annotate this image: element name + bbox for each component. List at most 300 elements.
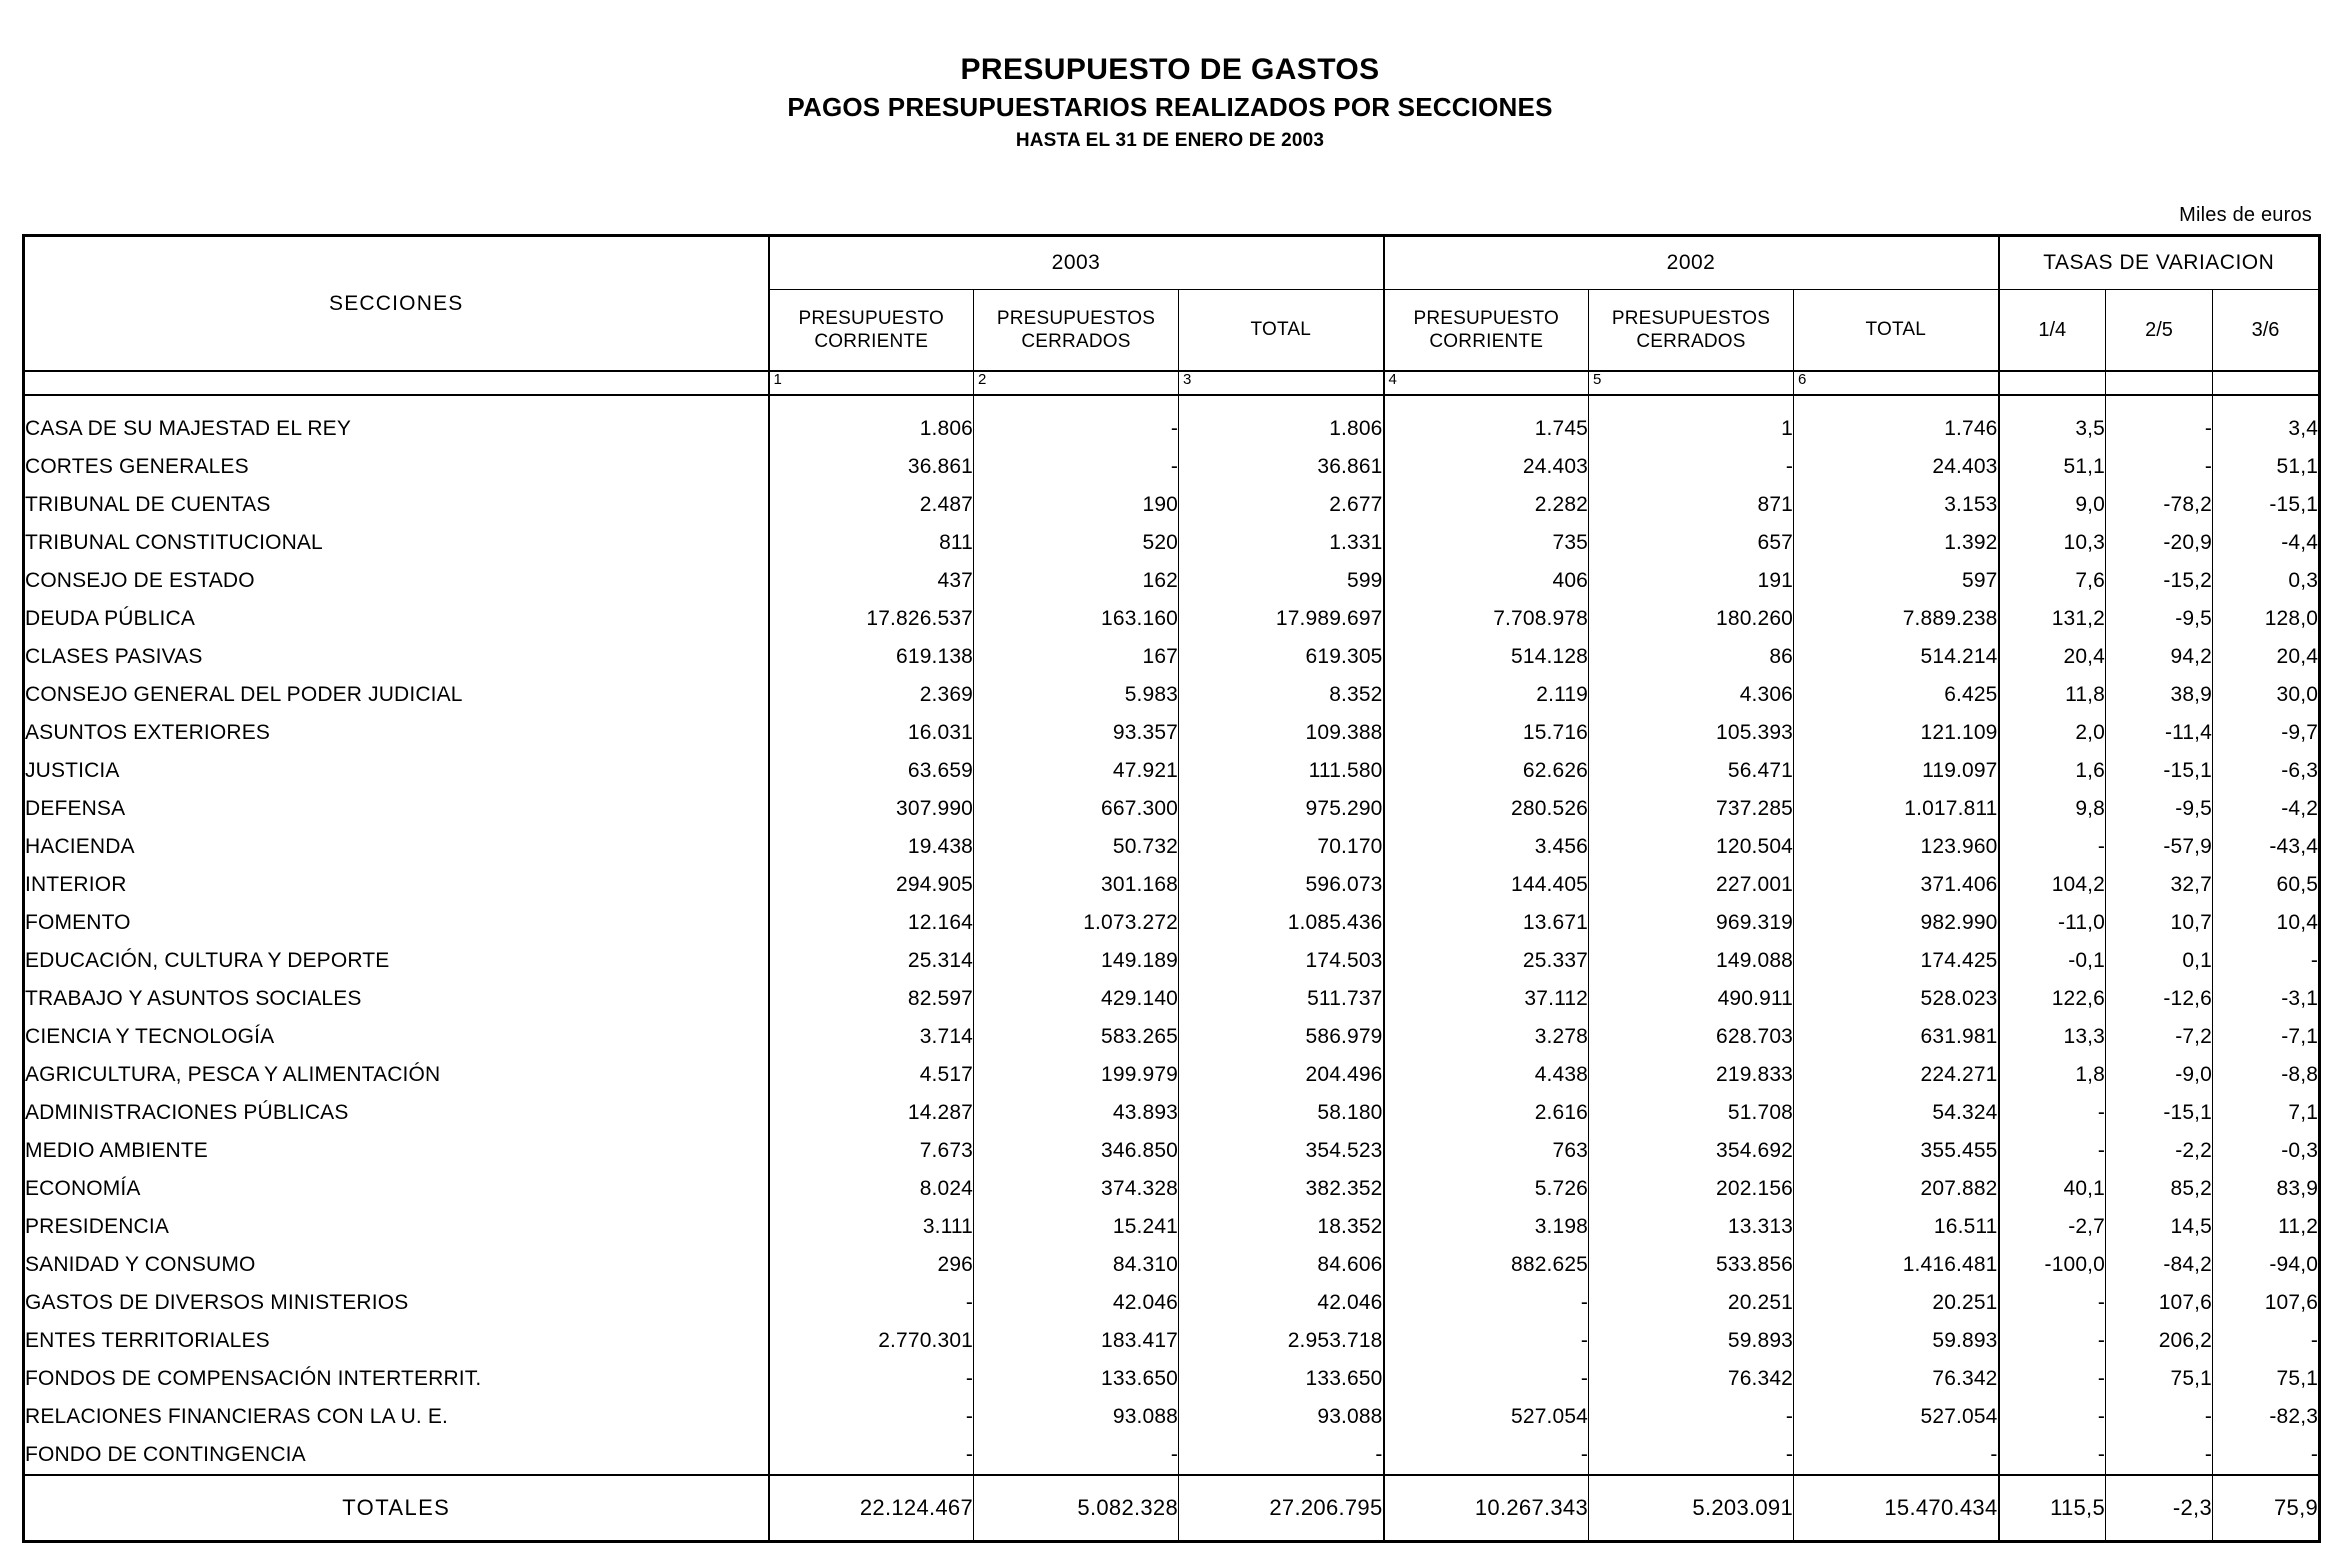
cell-r1: 1,8 bbox=[1999, 1056, 2106, 1094]
cell-r3: -7,1 bbox=[2213, 1018, 2320, 1056]
cell-c2: 190 bbox=[974, 486, 1179, 524]
page-title: PRESUPUESTO DE GASTOS bbox=[960, 53, 1380, 86]
cell-r3: -8,8 bbox=[2213, 1056, 2320, 1094]
cell-c4: 2.119 bbox=[1384, 676, 1589, 714]
cell-c1: 16.031 bbox=[769, 714, 974, 752]
totals-r3: 75,9 bbox=[2213, 1475, 2320, 1542]
cell-c2: - bbox=[974, 448, 1179, 486]
cell-c1: 7.673 bbox=[769, 1132, 974, 1170]
row-section-label: FONDO DE CONTINGENCIA bbox=[24, 1436, 769, 1475]
totals-r1: 115,5 bbox=[1999, 1475, 2106, 1542]
cell-r3: - bbox=[2213, 1436, 2320, 1475]
cell-r3: -94,0 bbox=[2213, 1246, 2320, 1284]
cell-c1: 14.287 bbox=[769, 1094, 974, 1132]
cell-r1: 13,3 bbox=[1999, 1018, 2106, 1056]
cell-c2: 149.189 bbox=[974, 942, 1179, 980]
cell-c6: 174.425 bbox=[1794, 942, 1999, 980]
header-rate-1-4: 1/4 bbox=[1999, 290, 2106, 372]
table-row bbox=[24, 980, 2320, 1018]
row-section-label: ASUNTOS EXTERIORES bbox=[24, 714, 769, 752]
table-row bbox=[24, 714, 2320, 752]
cell-c6: 123.960 bbox=[1794, 828, 1999, 866]
header-2002-total: TOTAL bbox=[1794, 290, 1999, 372]
cell-c1: 2.369 bbox=[769, 676, 974, 714]
cell-r3: -9,7 bbox=[2213, 714, 2320, 752]
cell-c4: 4.438 bbox=[1384, 1056, 1589, 1094]
cell-r3: 0,3 bbox=[2213, 562, 2320, 600]
cell-r2: -11,4 bbox=[2106, 714, 2213, 752]
cell-c6: - bbox=[1794, 1436, 1999, 1475]
table-row bbox=[24, 1132, 2320, 1170]
table-row bbox=[24, 448, 2320, 486]
cell-r2: -15,1 bbox=[2106, 1094, 2213, 1132]
table-row bbox=[24, 524, 2320, 562]
cell-c2: 346.850 bbox=[974, 1132, 1179, 1170]
table-row bbox=[24, 1094, 2320, 1132]
cell-c6: 76.342 bbox=[1794, 1360, 1999, 1398]
totals-c3: 27.206.795 bbox=[1179, 1475, 1384, 1542]
cell-c2: 583.265 bbox=[974, 1018, 1179, 1056]
table-row bbox=[24, 752, 2320, 790]
header-2002-cerrados bbox=[1589, 290, 1794, 372]
colnum-5: 5 bbox=[1589, 371, 1794, 395]
cell-c2: - bbox=[974, 1436, 1179, 1475]
cell-c2: 374.328 bbox=[974, 1170, 1179, 1208]
cell-r3: 83,9 bbox=[2213, 1170, 2320, 1208]
cell-c6: 7.889.238 bbox=[1794, 600, 1999, 638]
cell-r1: 2,0 bbox=[1999, 714, 2106, 752]
cell-c5: - bbox=[1589, 1436, 1794, 1475]
cell-c5: 105.393 bbox=[1589, 714, 1794, 752]
colnum-r1 bbox=[1999, 371, 2106, 395]
units-note: Miles de euros bbox=[2179, 204, 2312, 226]
header-2003-cerrados-line2: CERRADOS bbox=[1021, 331, 1131, 352]
cell-c4: 7.708.978 bbox=[1384, 600, 1589, 638]
cell-c4: 25.337 bbox=[1384, 942, 1589, 980]
row-section-label: PRESIDENCIA bbox=[24, 1208, 769, 1246]
table-row bbox=[24, 828, 2320, 866]
row-section-label: CASA DE SU MAJESTAD EL REY bbox=[24, 410, 769, 448]
header-sections: SECCIONES bbox=[24, 236, 769, 372]
column-number-row bbox=[24, 371, 2320, 395]
row-section-label: TRABAJO Y ASUNTOS SOCIALES bbox=[24, 980, 769, 1018]
cell-r3: -4,2 bbox=[2213, 790, 2320, 828]
cell-c4: 3.278 bbox=[1384, 1018, 1589, 1056]
cell-c4: - bbox=[1384, 1436, 1589, 1475]
totals-c5: 5.203.091 bbox=[1589, 1475, 1794, 1542]
cell-c4: 527.054 bbox=[1384, 1398, 1589, 1436]
table-row bbox=[24, 486, 2320, 524]
cell-c2: 199.979 bbox=[974, 1056, 1179, 1094]
cell-r3: 128,0 bbox=[2213, 600, 2320, 638]
cell-r3: 107,6 bbox=[2213, 1284, 2320, 1322]
cell-c5: 149.088 bbox=[1589, 942, 1794, 980]
table-row bbox=[24, 1018, 2320, 1056]
cell-c1: - bbox=[769, 1398, 974, 1436]
row-section-label: SANIDAD Y CONSUMO bbox=[24, 1246, 769, 1284]
cell-c1: 8.024 bbox=[769, 1170, 974, 1208]
cell-c3: 204.496 bbox=[1179, 1056, 1384, 1094]
cell-c3: 596.073 bbox=[1179, 866, 1384, 904]
cell-r3: -43,4 bbox=[2213, 828, 2320, 866]
cell-c4: 406 bbox=[1384, 562, 1589, 600]
cell-c3: 133.650 bbox=[1179, 1360, 1384, 1398]
table-row bbox=[24, 904, 2320, 942]
cell-r2: 94,2 bbox=[2106, 638, 2213, 676]
header-2003-corriente-line2: CORRIENTE bbox=[814, 331, 929, 352]
cell-c6: 16.511 bbox=[1794, 1208, 1999, 1246]
totals-c1: 22.124.467 bbox=[769, 1475, 974, 1542]
header-2002-corriente bbox=[1384, 290, 1589, 372]
header-rate-2-5: 2/5 bbox=[2106, 290, 2213, 372]
cell-c3: 18.352 bbox=[1179, 1208, 1384, 1246]
table-row bbox=[24, 1056, 2320, 1094]
cell-r1: -2,7 bbox=[1999, 1208, 2106, 1246]
cell-c5: 969.319 bbox=[1589, 904, 1794, 942]
cell-r1: 11,8 bbox=[1999, 676, 2106, 714]
row-section-label: ENTES TERRITORIALES bbox=[24, 1322, 769, 1360]
header-2002-corriente-line1: PRESUPUESTO bbox=[1413, 307, 1559, 329]
cell-r2: - bbox=[2106, 1436, 2213, 1475]
cell-c1: 4.517 bbox=[769, 1056, 974, 1094]
cell-r3: 60,5 bbox=[2213, 866, 2320, 904]
cell-r1: -0,1 bbox=[1999, 942, 2106, 980]
cell-r2: -12,6 bbox=[2106, 980, 2213, 1018]
cell-c3: 84.606 bbox=[1179, 1246, 1384, 1284]
cell-r2: -15,2 bbox=[2106, 562, 2213, 600]
table-row bbox=[24, 790, 2320, 828]
cell-c6: 597 bbox=[1794, 562, 1999, 600]
cell-r3: -6,3 bbox=[2213, 752, 2320, 790]
cell-c2: 1.073.272 bbox=[974, 904, 1179, 942]
cell-c3: 1.806 bbox=[1179, 410, 1384, 448]
cell-c3: 93.088 bbox=[1179, 1398, 1384, 1436]
cell-r2: -7,2 bbox=[2106, 1018, 2213, 1056]
cell-c3: 42.046 bbox=[1179, 1284, 1384, 1322]
cell-c6: 207.882 bbox=[1794, 1170, 1999, 1208]
header-2002-cerrados-line2: CERRADOS bbox=[1636, 331, 1746, 352]
cell-c1: 82.597 bbox=[769, 980, 974, 1018]
colnum-6: 6 bbox=[1794, 371, 1999, 395]
cell-r1: 122,6 bbox=[1999, 980, 2106, 1018]
header-group-rates: TASAS DE VARIACION bbox=[1999, 236, 2320, 290]
cell-c1: - bbox=[769, 1284, 974, 1322]
cell-r2: - bbox=[2106, 448, 2213, 486]
cell-c6: 1.392 bbox=[1794, 524, 1999, 562]
cell-r1: 7,6 bbox=[1999, 562, 2106, 600]
cell-c6: 20.251 bbox=[1794, 1284, 1999, 1322]
cell-c2: 50.732 bbox=[974, 828, 1179, 866]
cell-c3: 70.170 bbox=[1179, 828, 1384, 866]
row-section-label: ECONOMÍA bbox=[24, 1170, 769, 1208]
cell-c3: 354.523 bbox=[1179, 1132, 1384, 1170]
cell-r1: 51,1 bbox=[1999, 448, 2106, 486]
page-date-line: HASTA EL 31 DE ENERO DE 2003 bbox=[1015, 129, 1325, 151]
cell-c6: 224.271 bbox=[1794, 1056, 1999, 1094]
table-row bbox=[24, 1436, 2320, 1475]
cell-r3: 51,1 bbox=[2213, 448, 2320, 486]
cell-r1: - bbox=[1999, 1094, 2106, 1132]
cell-c4: - bbox=[1384, 1360, 1589, 1398]
cell-r2: - bbox=[2106, 410, 2213, 448]
cell-c3: 174.503 bbox=[1179, 942, 1384, 980]
cell-r2: 75,1 bbox=[2106, 1360, 2213, 1398]
cell-c4: 13.671 bbox=[1384, 904, 1589, 942]
cell-c5: 490.911 bbox=[1589, 980, 1794, 1018]
cell-c3: 619.305 bbox=[1179, 638, 1384, 676]
header-2003-cerrados-line1: PRESUPUESTOS bbox=[996, 307, 1156, 329]
cell-c5: 56.471 bbox=[1589, 752, 1794, 790]
cell-c3: 511.737 bbox=[1179, 980, 1384, 1018]
cell-c6: 3.153 bbox=[1794, 486, 1999, 524]
cell-r1: - bbox=[1999, 1322, 2106, 1360]
cell-c4: 3.198 bbox=[1384, 1208, 1589, 1246]
cell-c5: 13.313 bbox=[1589, 1208, 1794, 1246]
cell-c1: 12.164 bbox=[769, 904, 974, 942]
cell-c2: 93.088 bbox=[974, 1398, 1179, 1436]
cell-c6: 121.109 bbox=[1794, 714, 1999, 752]
cell-r2: 0,1 bbox=[2106, 942, 2213, 980]
table-row bbox=[24, 1360, 2320, 1398]
totals-c4: 10.267.343 bbox=[1384, 1475, 1589, 1542]
row-section-label: DEUDA PÚBLICA bbox=[24, 600, 769, 638]
cell-r3: -4,4 bbox=[2213, 524, 2320, 562]
row-section-label: EDUCACIÓN, CULTURA Y DEPORTE bbox=[24, 942, 769, 980]
cell-c4: 144.405 bbox=[1384, 866, 1589, 904]
cell-r3: 3,4 bbox=[2213, 410, 2320, 448]
cell-c3: 975.290 bbox=[1179, 790, 1384, 828]
row-section-label: CONSEJO GENERAL DEL PODER JUDICIAL bbox=[24, 676, 769, 714]
colnum-blank bbox=[24, 371, 769, 395]
header-2003-corriente-line1: PRESUPUESTO bbox=[798, 307, 944, 329]
cell-c2: 163.160 bbox=[974, 600, 1179, 638]
table-row bbox=[24, 1246, 2320, 1284]
cell-c1: - bbox=[769, 1360, 974, 1398]
table-row bbox=[24, 942, 2320, 980]
cell-c3: 599 bbox=[1179, 562, 1384, 600]
cell-r2: -9,0 bbox=[2106, 1056, 2213, 1094]
cell-c1: 294.905 bbox=[769, 866, 974, 904]
cell-r2: 38,9 bbox=[2106, 676, 2213, 714]
cell-c5: 191 bbox=[1589, 562, 1794, 600]
table-spacer-row bbox=[24, 395, 2320, 410]
cell-c5: 871 bbox=[1589, 486, 1794, 524]
cell-c1: 3.714 bbox=[769, 1018, 974, 1056]
cell-r3: -15,1 bbox=[2213, 486, 2320, 524]
header-rate-3-6: 3/6 bbox=[2213, 290, 2320, 372]
cell-c5: 51.708 bbox=[1589, 1094, 1794, 1132]
cell-r2: 32,7 bbox=[2106, 866, 2213, 904]
cell-r3: 10,4 bbox=[2213, 904, 2320, 942]
cell-c6: 371.406 bbox=[1794, 866, 1999, 904]
cell-c6: 24.403 bbox=[1794, 448, 1999, 486]
cell-r2: -9,5 bbox=[2106, 790, 2213, 828]
cell-r1: - bbox=[1999, 1132, 2106, 1170]
row-section-label: MEDIO AMBIENTE bbox=[24, 1132, 769, 1170]
table-row bbox=[24, 600, 2320, 638]
cell-c1: 63.659 bbox=[769, 752, 974, 790]
row-section-label: HACIENDA bbox=[24, 828, 769, 866]
row-section-label: CLASES PASIVAS bbox=[24, 638, 769, 676]
cell-c4: 1.745 bbox=[1384, 410, 1589, 448]
cell-c5: 20.251 bbox=[1589, 1284, 1794, 1322]
cell-c5: 4.306 bbox=[1589, 676, 1794, 714]
row-section-label: TRIBUNAL CONSTITUCIONAL bbox=[24, 524, 769, 562]
cell-c5: 354.692 bbox=[1589, 1132, 1794, 1170]
totals-body bbox=[24, 1475, 2320, 1542]
row-section-label: INTERIOR bbox=[24, 866, 769, 904]
cell-r3: - bbox=[2213, 942, 2320, 980]
colnum-4: 4 bbox=[1384, 371, 1589, 395]
cell-c5: 59.893 bbox=[1589, 1322, 1794, 1360]
cell-c3: 1.331 bbox=[1179, 524, 1384, 562]
cell-r2: -84,2 bbox=[2106, 1246, 2213, 1284]
cell-r3: -3,1 bbox=[2213, 980, 2320, 1018]
cell-c1: 2.770.301 bbox=[769, 1322, 974, 1360]
cell-r1: -11,0 bbox=[1999, 904, 2106, 942]
cell-c6: 59.893 bbox=[1794, 1322, 1999, 1360]
cell-c1: 36.861 bbox=[769, 448, 974, 486]
header-2003-cerrados bbox=[974, 290, 1179, 372]
cell-c4: 24.403 bbox=[1384, 448, 1589, 486]
colnum-r2 bbox=[2106, 371, 2213, 395]
cell-c4: 2.282 bbox=[1384, 486, 1589, 524]
cell-c5: 180.260 bbox=[1589, 600, 1794, 638]
colnum-r3 bbox=[2213, 371, 2320, 395]
cell-c2: 133.650 bbox=[974, 1360, 1179, 1398]
cell-c1: 307.990 bbox=[769, 790, 974, 828]
cell-r1: - bbox=[1999, 1284, 2106, 1322]
cell-c5: 202.156 bbox=[1589, 1170, 1794, 1208]
cell-c6: 6.425 bbox=[1794, 676, 1999, 714]
cell-c1: 17.826.537 bbox=[769, 600, 974, 638]
totals-r2: -2,3 bbox=[2106, 1475, 2213, 1542]
row-section-label: ADMINISTRACIONES PÚBLICAS bbox=[24, 1094, 769, 1132]
cell-r2: 107,6 bbox=[2106, 1284, 2213, 1322]
cell-r2: 14,5 bbox=[2106, 1208, 2213, 1246]
cell-r3: -82,3 bbox=[2213, 1398, 2320, 1436]
cell-r1: 131,2 bbox=[1999, 600, 2106, 638]
cell-c4: 15.716 bbox=[1384, 714, 1589, 752]
cell-c2: 162 bbox=[974, 562, 1179, 600]
cell-c4: 2.616 bbox=[1384, 1094, 1589, 1132]
cell-c4: 3.456 bbox=[1384, 828, 1589, 866]
cell-r3: 20,4 bbox=[2213, 638, 2320, 676]
title-block bbox=[0, 0, 2340, 152]
cell-r2: 85,2 bbox=[2106, 1170, 2213, 1208]
row-section-label: AGRICULTURA, PESCA Y ALIMENTACIÓN bbox=[24, 1056, 769, 1094]
cell-r1: 9,8 bbox=[1999, 790, 2106, 828]
cell-c3: 586.979 bbox=[1179, 1018, 1384, 1056]
cell-c4: 882.625 bbox=[1384, 1246, 1589, 1284]
cell-c6: 527.054 bbox=[1794, 1398, 1999, 1436]
header-2002-corriente-line2: CORRIENTE bbox=[1429, 331, 1544, 352]
cell-c6: 119.097 bbox=[1794, 752, 1999, 790]
cell-c6: 982.990 bbox=[1794, 904, 1999, 942]
table-row bbox=[24, 676, 2320, 714]
cell-c1: - bbox=[769, 1436, 974, 1475]
cell-c1: 2.487 bbox=[769, 486, 974, 524]
cell-c2: 15.241 bbox=[974, 1208, 1179, 1246]
cell-c2: 667.300 bbox=[974, 790, 1179, 828]
cell-c3: 36.861 bbox=[1179, 448, 1384, 486]
cell-c6: 631.981 bbox=[1794, 1018, 1999, 1056]
cell-c1: 3.111 bbox=[769, 1208, 974, 1246]
cell-r1: 10,3 bbox=[1999, 524, 2106, 562]
row-section-label: CONSEJO DE ESTADO bbox=[24, 562, 769, 600]
row-section-label: FONDOS DE COMPENSACIÓN INTERTERRIT. bbox=[24, 1360, 769, 1398]
table-row bbox=[24, 638, 2320, 676]
totals-c2: 5.082.328 bbox=[974, 1475, 1179, 1542]
cell-c6: 1.416.481 bbox=[1794, 1246, 1999, 1284]
table-row bbox=[24, 1398, 2320, 1436]
cell-c5: 628.703 bbox=[1589, 1018, 1794, 1056]
cell-c5: 86 bbox=[1589, 638, 1794, 676]
cell-c4: 514.128 bbox=[1384, 638, 1589, 676]
table-row bbox=[24, 1284, 2320, 1322]
cell-c2: 520 bbox=[974, 524, 1179, 562]
cell-c6: 355.455 bbox=[1794, 1132, 1999, 1170]
cell-r2: 206,2 bbox=[2106, 1322, 2213, 1360]
cell-c1: 19.438 bbox=[769, 828, 974, 866]
totals-row bbox=[24, 1475, 2320, 1542]
row-section-label: CIENCIA Y TECNOLOGÍA bbox=[24, 1018, 769, 1056]
cell-r1: 40,1 bbox=[1999, 1170, 2106, 1208]
cell-r2: -2,2 bbox=[2106, 1132, 2213, 1170]
cell-c1: 811 bbox=[769, 524, 974, 562]
cell-c4: 763 bbox=[1384, 1132, 1589, 1170]
cell-r1: - bbox=[1999, 828, 2106, 866]
cell-r2: -20,9 bbox=[2106, 524, 2213, 562]
cell-r2: -78,2 bbox=[2106, 486, 2213, 524]
colnum-3: 3 bbox=[1179, 371, 1384, 395]
cell-c5: 533.856 bbox=[1589, 1246, 1794, 1284]
cell-r3: 7,1 bbox=[2213, 1094, 2320, 1132]
cell-c5: 1 bbox=[1589, 410, 1794, 448]
table-row bbox=[24, 866, 2320, 904]
row-section-label: JUSTICIA bbox=[24, 752, 769, 790]
cell-r1: 20,4 bbox=[1999, 638, 2106, 676]
row-section-label: FOMENTO bbox=[24, 904, 769, 942]
cell-c3: - bbox=[1179, 1436, 1384, 1475]
cell-c5: 227.001 bbox=[1589, 866, 1794, 904]
header-2003-corriente bbox=[769, 290, 974, 372]
header-group-2002: 2002 bbox=[1384, 236, 1999, 290]
cell-r2: -9,5 bbox=[2106, 600, 2213, 638]
page-subtitle: PAGOS PRESUPUESTARIOS REALIZADOS POR SECCIONES bbox=[787, 92, 1553, 123]
budget-table-container bbox=[22, 234, 2318, 1543]
cell-c2: 84.310 bbox=[974, 1246, 1179, 1284]
cell-c3: 58.180 bbox=[1179, 1094, 1384, 1132]
cell-c4: 735 bbox=[1384, 524, 1589, 562]
cell-c6: 54.324 bbox=[1794, 1094, 1999, 1132]
colnum-2: 2 bbox=[974, 371, 1179, 395]
header-group-row bbox=[24, 236, 2320, 290]
cell-r1: - bbox=[1999, 1398, 2106, 1436]
cell-c2: 42.046 bbox=[974, 1284, 1179, 1322]
cell-c6: 528.023 bbox=[1794, 980, 1999, 1018]
cell-c3: 2.953.718 bbox=[1179, 1322, 1384, 1360]
cell-c5: - bbox=[1589, 1398, 1794, 1436]
cell-r1: -100,0 bbox=[1999, 1246, 2106, 1284]
table-row bbox=[24, 1170, 2320, 1208]
cell-c1: 437 bbox=[769, 562, 974, 600]
cell-r3: 11,2 bbox=[2213, 1208, 2320, 1246]
colnum-1: 1 bbox=[769, 371, 974, 395]
header-group-2003: 2003 bbox=[769, 236, 1384, 290]
row-section-label: GASTOS DE DIVERSOS MINISTERIOS bbox=[24, 1284, 769, 1322]
budget-table bbox=[22, 234, 2321, 1543]
